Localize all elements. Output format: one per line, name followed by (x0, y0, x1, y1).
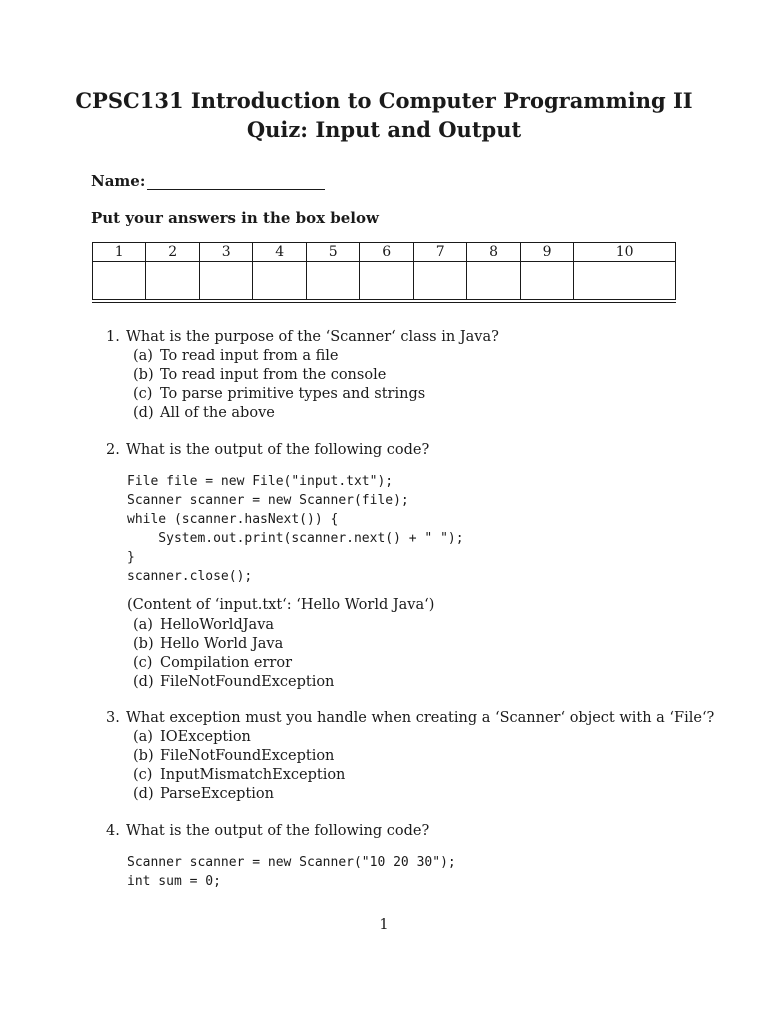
option-label: (a) (133, 729, 153, 745)
page-number: 1 (379, 917, 389, 933)
answer-box (199, 262, 252, 300)
question-number: 2. (106, 442, 120, 458)
question-number: 1. (106, 329, 120, 345)
code-line: while (scanner.hasNext()) { (127, 512, 339, 527)
option-text: To parse primitive types and strings (160, 386, 426, 402)
option-text: To read input from the console (160, 367, 387, 383)
answer-box (146, 262, 199, 300)
question-text: What exception must you handle when creating a ‘Scanner‘ object with a ‘File‘? (126, 710, 715, 726)
option (133, 766, 345, 785)
answer-table (92, 242, 676, 300)
answer-header-cell: 5 (306, 243, 359, 262)
option-label: (c) (133, 767, 153, 783)
answer-header-cell: 1 (93, 243, 146, 262)
answer-box (520, 262, 573, 300)
answer-table-header-row (93, 243, 676, 262)
option-text: FileNotFoundException (160, 674, 335, 690)
option-text: InputMismatchException (160, 767, 346, 783)
name-label: Name: (91, 172, 146, 190)
code-line: scanner.close(); (127, 569, 253, 584)
code-line: System.out.print(scanner.next() + " "); (127, 531, 464, 546)
code-line: int sum = 0; (127, 874, 221, 889)
option-label: (d) (133, 786, 154, 802)
answer-header-cell: 4 (253, 243, 306, 262)
name-blank-line (147, 174, 325, 190)
option-label: (a) (133, 617, 153, 633)
question-1 (106, 328, 499, 347)
code-note: (Content of ‘input.txt‘: ‘Hello World Java‘) (127, 597, 435, 613)
option-label: (a) (133, 348, 153, 364)
option-label: (c) (133, 655, 153, 671)
option (133, 747, 334, 766)
answer-instruction: Put your answers in the box below (91, 209, 379, 227)
option (133, 654, 292, 673)
answer-header-cell: 9 (520, 243, 573, 262)
code-line: Scanner scanner = new Scanner("10 20 30"); (127, 855, 456, 870)
option-text: IOException (160, 729, 251, 745)
option (133, 616, 274, 635)
option-text: Hello World Java (160, 636, 284, 652)
question-text: What is the purpose of the ‘Scanner‘ class in Java? (126, 329, 499, 345)
answer-header-cell: 10 (574, 243, 676, 262)
option (133, 728, 251, 747)
option-label: (b) (133, 367, 154, 383)
option-text: FileNotFoundException (160, 748, 335, 764)
answer-header-cell: 8 (467, 243, 520, 262)
answer-box (360, 262, 413, 300)
code-line: Scanner scanner = new Scanner(file); (127, 493, 409, 508)
option-text: Compilation error (160, 655, 293, 671)
option-label: (c) (133, 386, 153, 402)
answer-box (93, 262, 146, 300)
option (133, 385, 425, 404)
name-field (91, 172, 325, 190)
answer-box (574, 262, 676, 300)
answer-box (306, 262, 359, 300)
option (133, 347, 339, 366)
code-line: } (127, 550, 135, 565)
table-double-rule (92, 302, 676, 303)
page-title-line-2: Quiz: Input and Output (246, 117, 522, 142)
answer-box (413, 262, 466, 300)
answer-header-cell: 2 (146, 243, 199, 262)
option-label: (d) (133, 674, 154, 690)
option-text: To read input from a file (160, 348, 339, 364)
question-3 (106, 709, 714, 728)
question-number: 3. (106, 710, 120, 726)
question-4 (106, 822, 429, 841)
answer-table-box-row (93, 262, 676, 300)
option (133, 366, 386, 385)
option-text: HelloWorldJava (160, 617, 275, 633)
answer-box (253, 262, 306, 300)
option-text: All of the above (160, 405, 275, 421)
option-label: (b) (133, 636, 154, 652)
question-text: What is the output of the following code? (126, 823, 430, 839)
option-text: ParseException (160, 786, 274, 802)
answer-header-cell: 7 (413, 243, 466, 262)
answer-header-cell: 6 (360, 243, 413, 262)
option-label: (d) (133, 405, 154, 421)
question-number: 4. (106, 823, 120, 839)
answer-header-cell: 3 (199, 243, 252, 262)
option (133, 404, 275, 423)
option (133, 785, 274, 804)
option-label: (b) (133, 748, 154, 764)
page-title-line-1: CPSC131 Introduction to Computer Programming II (75, 88, 693, 113)
question-text: What is the output of the following code? (126, 442, 430, 458)
answer-box (467, 262, 520, 300)
option (133, 635, 283, 654)
option (133, 673, 334, 692)
code-line: File file = new File("input.txt"); (127, 474, 394, 489)
question-2 (106, 441, 429, 460)
